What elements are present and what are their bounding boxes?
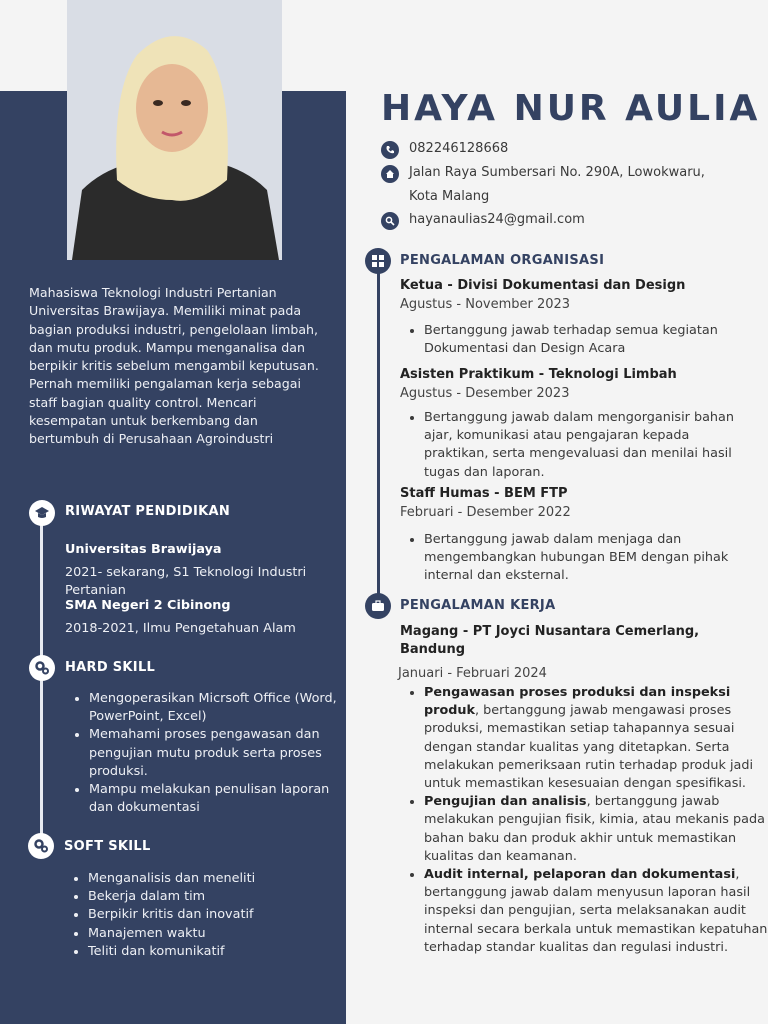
- list-item: • Memahami proses pengawasan dan pengujian mutu produk serta proses produksi.: [89, 726, 339, 781]
- list-item-text: , bertanggung jawab melakukan pengujian fisik, kimia, atau mekanis pada bahan baku dan produk akhir untuk memastikan kualitas dan keamanan.: [424, 794, 765, 864]
- phone-number: 082246128668: [409, 141, 509, 156]
- address-line-1: Jalan Raya Sumbersari No. 290A, Lowokwaru,: [409, 165, 705, 180]
- page-title: HAYA NUR AULIA: [381, 88, 761, 129]
- graduation-cap-icon: [29, 500, 55, 526]
- home-icon: [381, 165, 399, 183]
- education-detail: 2021- sekarang, S1 Teknologi Industri Pertanian: [65, 565, 307, 598]
- education-item: [65, 541, 325, 559]
- list-item: • Menganalisis dan meneliti: [88, 870, 338, 888]
- list-item-text: , bertanggung jawab mengawasi proses produksi, memastikan setiap tahapannya sesuai dengan standar kualitas yang ditetapkan. Serta melakukan pemeriksaan rutin terhadap produk jadi untuk memastikan kesesuaian dengan spesifikasi.: [424, 703, 754, 792]
- list-item: • Mengoperasikan Micrsoft Office (Word, PowerPoint, Excel): [89, 690, 339, 726]
- list-item: • Bertanggung jawab dalam mengorganisir bahan ajar, komunikasi atau pengajaran kepada praktikan, serta mengevaluasi dan menilai hasil tugas dan laporan.: [424, 409, 754, 482]
- organization-item: [400, 367, 677, 401]
- list-item: [424, 684, 768, 793]
- profile-photo: [67, 0, 282, 260]
- list-item: • Bertanggung jawab dalam menjaga dan mengembangkan hubungan BEM dengan pihak internal dan eksternal.: [424, 531, 744, 586]
- list-item-text: , bertanggung jawab dalam menyusun laporan hasil inspeksi dan pengujian, serta melaksanakan audit internal secara berkala untuk memastikan kepatuhan terhadap standar kualitas dan regulasi industri.: [424, 867, 768, 955]
- work-desc-list: [400, 684, 768, 957]
- job-title: Staff Humas - BEM FTP: [400, 486, 568, 501]
- work-date: [398, 666, 547, 681]
- organization-item: [400, 278, 685, 312]
- list-item-heading: Pengujian dan analisis: [424, 794, 587, 810]
- education-school: Universitas Brawijaya: [65, 542, 222, 557]
- list-item: [424, 793, 768, 866]
- education-school: SMA Negeri 2 Cibinong: [65, 598, 231, 613]
- email-address: hayanaulias24@gmail.com: [409, 212, 585, 227]
- organization-icon: [365, 248, 391, 274]
- education-item: [65, 597, 325, 615]
- phone-icon: [381, 141, 399, 159]
- list-item: • Bekerja dalam tim: [88, 888, 338, 906]
- address-line-2: Kota Malang: [409, 189, 490, 204]
- organization-title: PENGALAMAN ORGANISASI: [400, 253, 605, 268]
- organization-item: [400, 486, 571, 520]
- job-title: Ketua - Divisi Dokumentasi dan Design: [400, 278, 686, 293]
- list-item: [424, 866, 768, 957]
- list-item: • Bertanggung jawab terhadap semua kegiatan Dokumentasi dan Design Acara: [424, 322, 764, 358]
- hard-skill-list: [71, 690, 339, 817]
- list-item: • Teliti dan komunikatif: [88, 943, 338, 961]
- organization-desc: [400, 322, 764, 358]
- organization-desc: [400, 531, 744, 586]
- soft-skill-title: SOFT SKILL: [64, 839, 151, 854]
- organization-desc: [400, 409, 754, 482]
- gears-icon: [29, 655, 55, 681]
- profile-summary: Mahasiswa Teknologi Industri Pertanian Universitas Brawijaya. Memiliki minat pada bagian produksi industri, pengelolaan limbah, dan mutu produk. Mampu menganalisa dan berpikir kritis sebelum mengambil keputusan. Pernah memiliki pengalaman kerja sebagai staff bagian quality control. Mencari kesempatan untuk berkembang dan bertumbuh di Perusahaan Agroindustri: [29, 285, 319, 447]
- education-title: RIWAYAT PENDIDIKAN: [65, 504, 230, 519]
- job-date: Januari - Februari 2024: [398, 666, 547, 681]
- job-title: Asisten Praktikum - Teknologi Limbah: [400, 367, 677, 382]
- job-title: Magang - PT Joyci Nusantara Cemerlang, Bandung: [400, 624, 700, 657]
- job-date: Agustus - November 2023: [400, 297, 571, 312]
- right-timeline-line: [377, 262, 380, 602]
- job-date: Februari - Desember 2022: [400, 505, 571, 520]
- search-icon: [381, 212, 399, 230]
- list-item: • Manajemen waktu: [88, 925, 338, 943]
- hard-skill-title: HARD SKILL: [65, 660, 156, 675]
- list-item: • Mampu melakukan penulisan laporan dan dokumentasi: [89, 781, 339, 817]
- work-title: PENGALAMAN KERJA: [400, 598, 556, 613]
- job-date: Agustus - Desember 2023: [400, 386, 570, 401]
- briefcase-icon: [365, 593, 391, 619]
- puzzle-icon: [28, 833, 54, 859]
- list-item-heading: Pengawasan proses produksi dan inspeksi produk: [424, 685, 731, 719]
- left-timeline-line: [40, 512, 43, 852]
- soft-skill-list: [70, 870, 338, 961]
- list-item: • Berpikir kritis dan inovatif: [88, 906, 338, 924]
- education-detail: 2018-2021, Ilmu Pengetahuan Alam: [65, 621, 296, 636]
- work-item: [400, 623, 730, 659]
- list-item-heading: Audit internal, pelaporan dan dokumentasi: [424, 867, 736, 883]
